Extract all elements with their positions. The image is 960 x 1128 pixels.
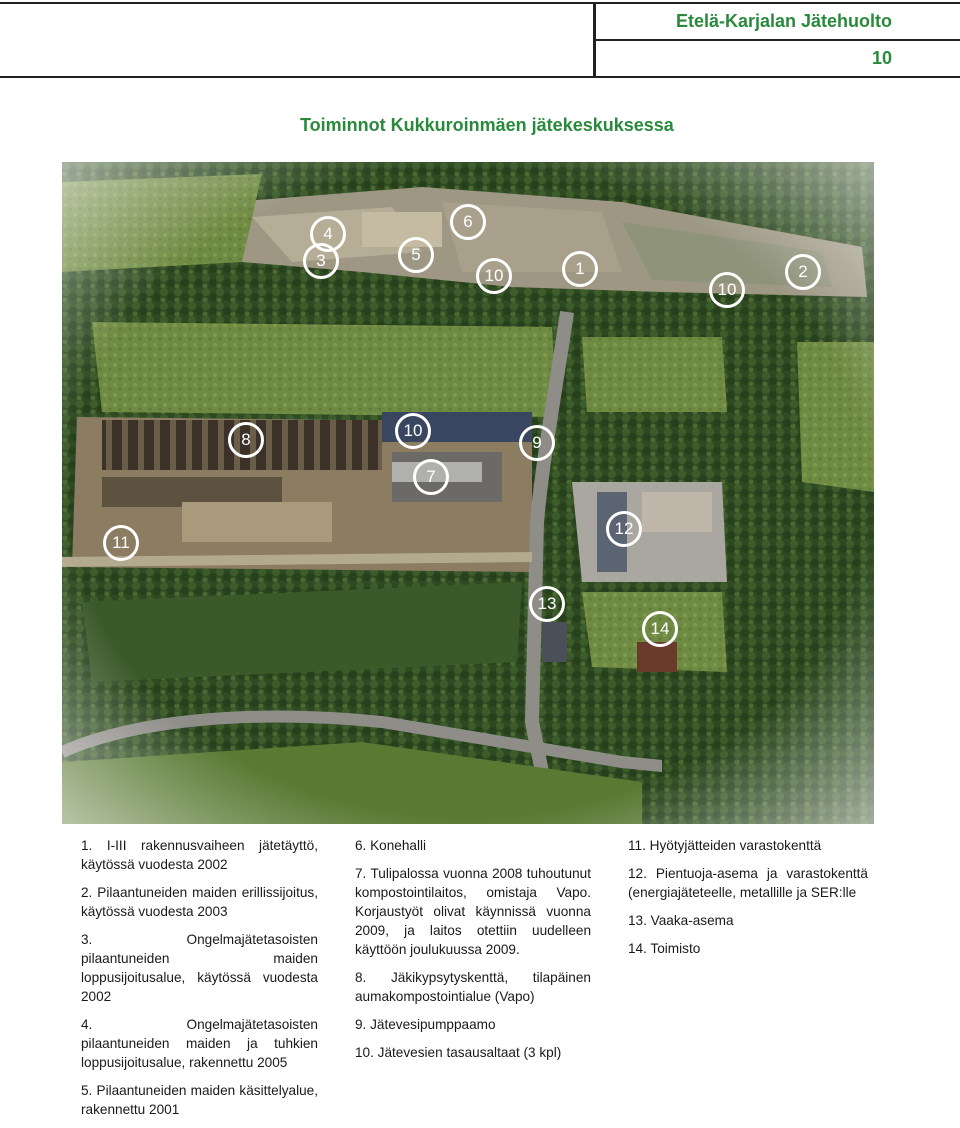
- aerial-photo: [62, 162, 874, 824]
- legend-item: 3. Ongelmajätetasoisten pilaantuneiden maiden loppusijoitusalue, käytössä vuodesta 2002: [81, 932, 318, 1004]
- header-right-box: [594, 2, 960, 78]
- photo-marker-8: 8: [228, 422, 264, 458]
- photo-marker-12: 12: [606, 511, 642, 547]
- photo-marker-5: 5: [398, 237, 434, 273]
- photo-marker-1: 1: [562, 251, 598, 287]
- legend-item: 13. Vaaka-asema: [628, 913, 734, 928]
- photo-marker-11: 11: [103, 525, 139, 561]
- legend-item: 14. Toimisto: [628, 941, 701, 956]
- legend-item: 2. Pilaantuneiden maiden erillissijoitus, käytössä vuodesta 2003: [81, 885, 318, 919]
- organization-name: Etelä-Karjalan Jätehuolto: [675, 11, 892, 31]
- legend-column-3: [628, 836, 868, 967]
- photo-marker-9: 9: [519, 425, 555, 461]
- legend-item: 12. Pientuoja-asema ja varastokenttä (energiajäteteelle, metallille ja SER:lle: [628, 866, 868, 900]
- photo-marker-10: 10: [709, 272, 745, 308]
- page-number: 10: [871, 48, 892, 68]
- legend-item: 4. Ongelmajätetasoisten pilaantuneiden maiden ja tuhkien loppusijoitusalue, rakennettu 2005: [81, 1017, 318, 1070]
- legend-item: 1. I-III rakennusvaiheen jätetäyttö, käytössä vuodesta 2002: [81, 838, 318, 872]
- legend-item: 6. Konehalli: [355, 838, 427, 853]
- page-title: Toiminnot Kukkuroinmäen jätekeskuksessa: [300, 115, 674, 135]
- photo-marker-6: 6: [450, 204, 486, 240]
- legend-item: 10. Jätevesien tasausaltaat (3 kpl): [355, 1045, 562, 1060]
- legend-column-1: [81, 836, 318, 1128]
- photo-marker-13: 13: [529, 586, 565, 622]
- photo-marker-7: 7: [413, 459, 449, 495]
- photo-marker-2: 2: [785, 254, 821, 290]
- photo-marker-4: 4: [310, 216, 346, 252]
- legend-item: 8. Jäkikypsytyskenttä, tilapäinen aumakompostointialue (Vapo): [355, 970, 591, 1004]
- legend-item: 5. Pilaantuneiden maiden käsittelyalue, rakennettu 2001: [81, 1083, 318, 1117]
- photo-marker-14: 14: [642, 611, 678, 647]
- header-left-box: [0, 2, 595, 78]
- photo-marker-10: 10: [476, 258, 512, 294]
- photo-marker-3: 3: [303, 243, 339, 279]
- legend-item: 11. Hyötyjätteiden varastokenttä: [628, 838, 822, 853]
- legend-item: 7. Tulipalossa vuonna 2008 tuhoutunut kompostointilaitos, omistaja Vapo. Korjaustyöt olivat käynnissä vuonna 2009, ja laitos otettiin uudelleen käyttöön joulukuussa 2009.: [355, 866, 591, 957]
- photo-marker-10: 10: [395, 413, 431, 449]
- legend-item: 9. Jätevesipumppaamo: [355, 1017, 496, 1032]
- legend-column-2: [355, 836, 591, 1071]
